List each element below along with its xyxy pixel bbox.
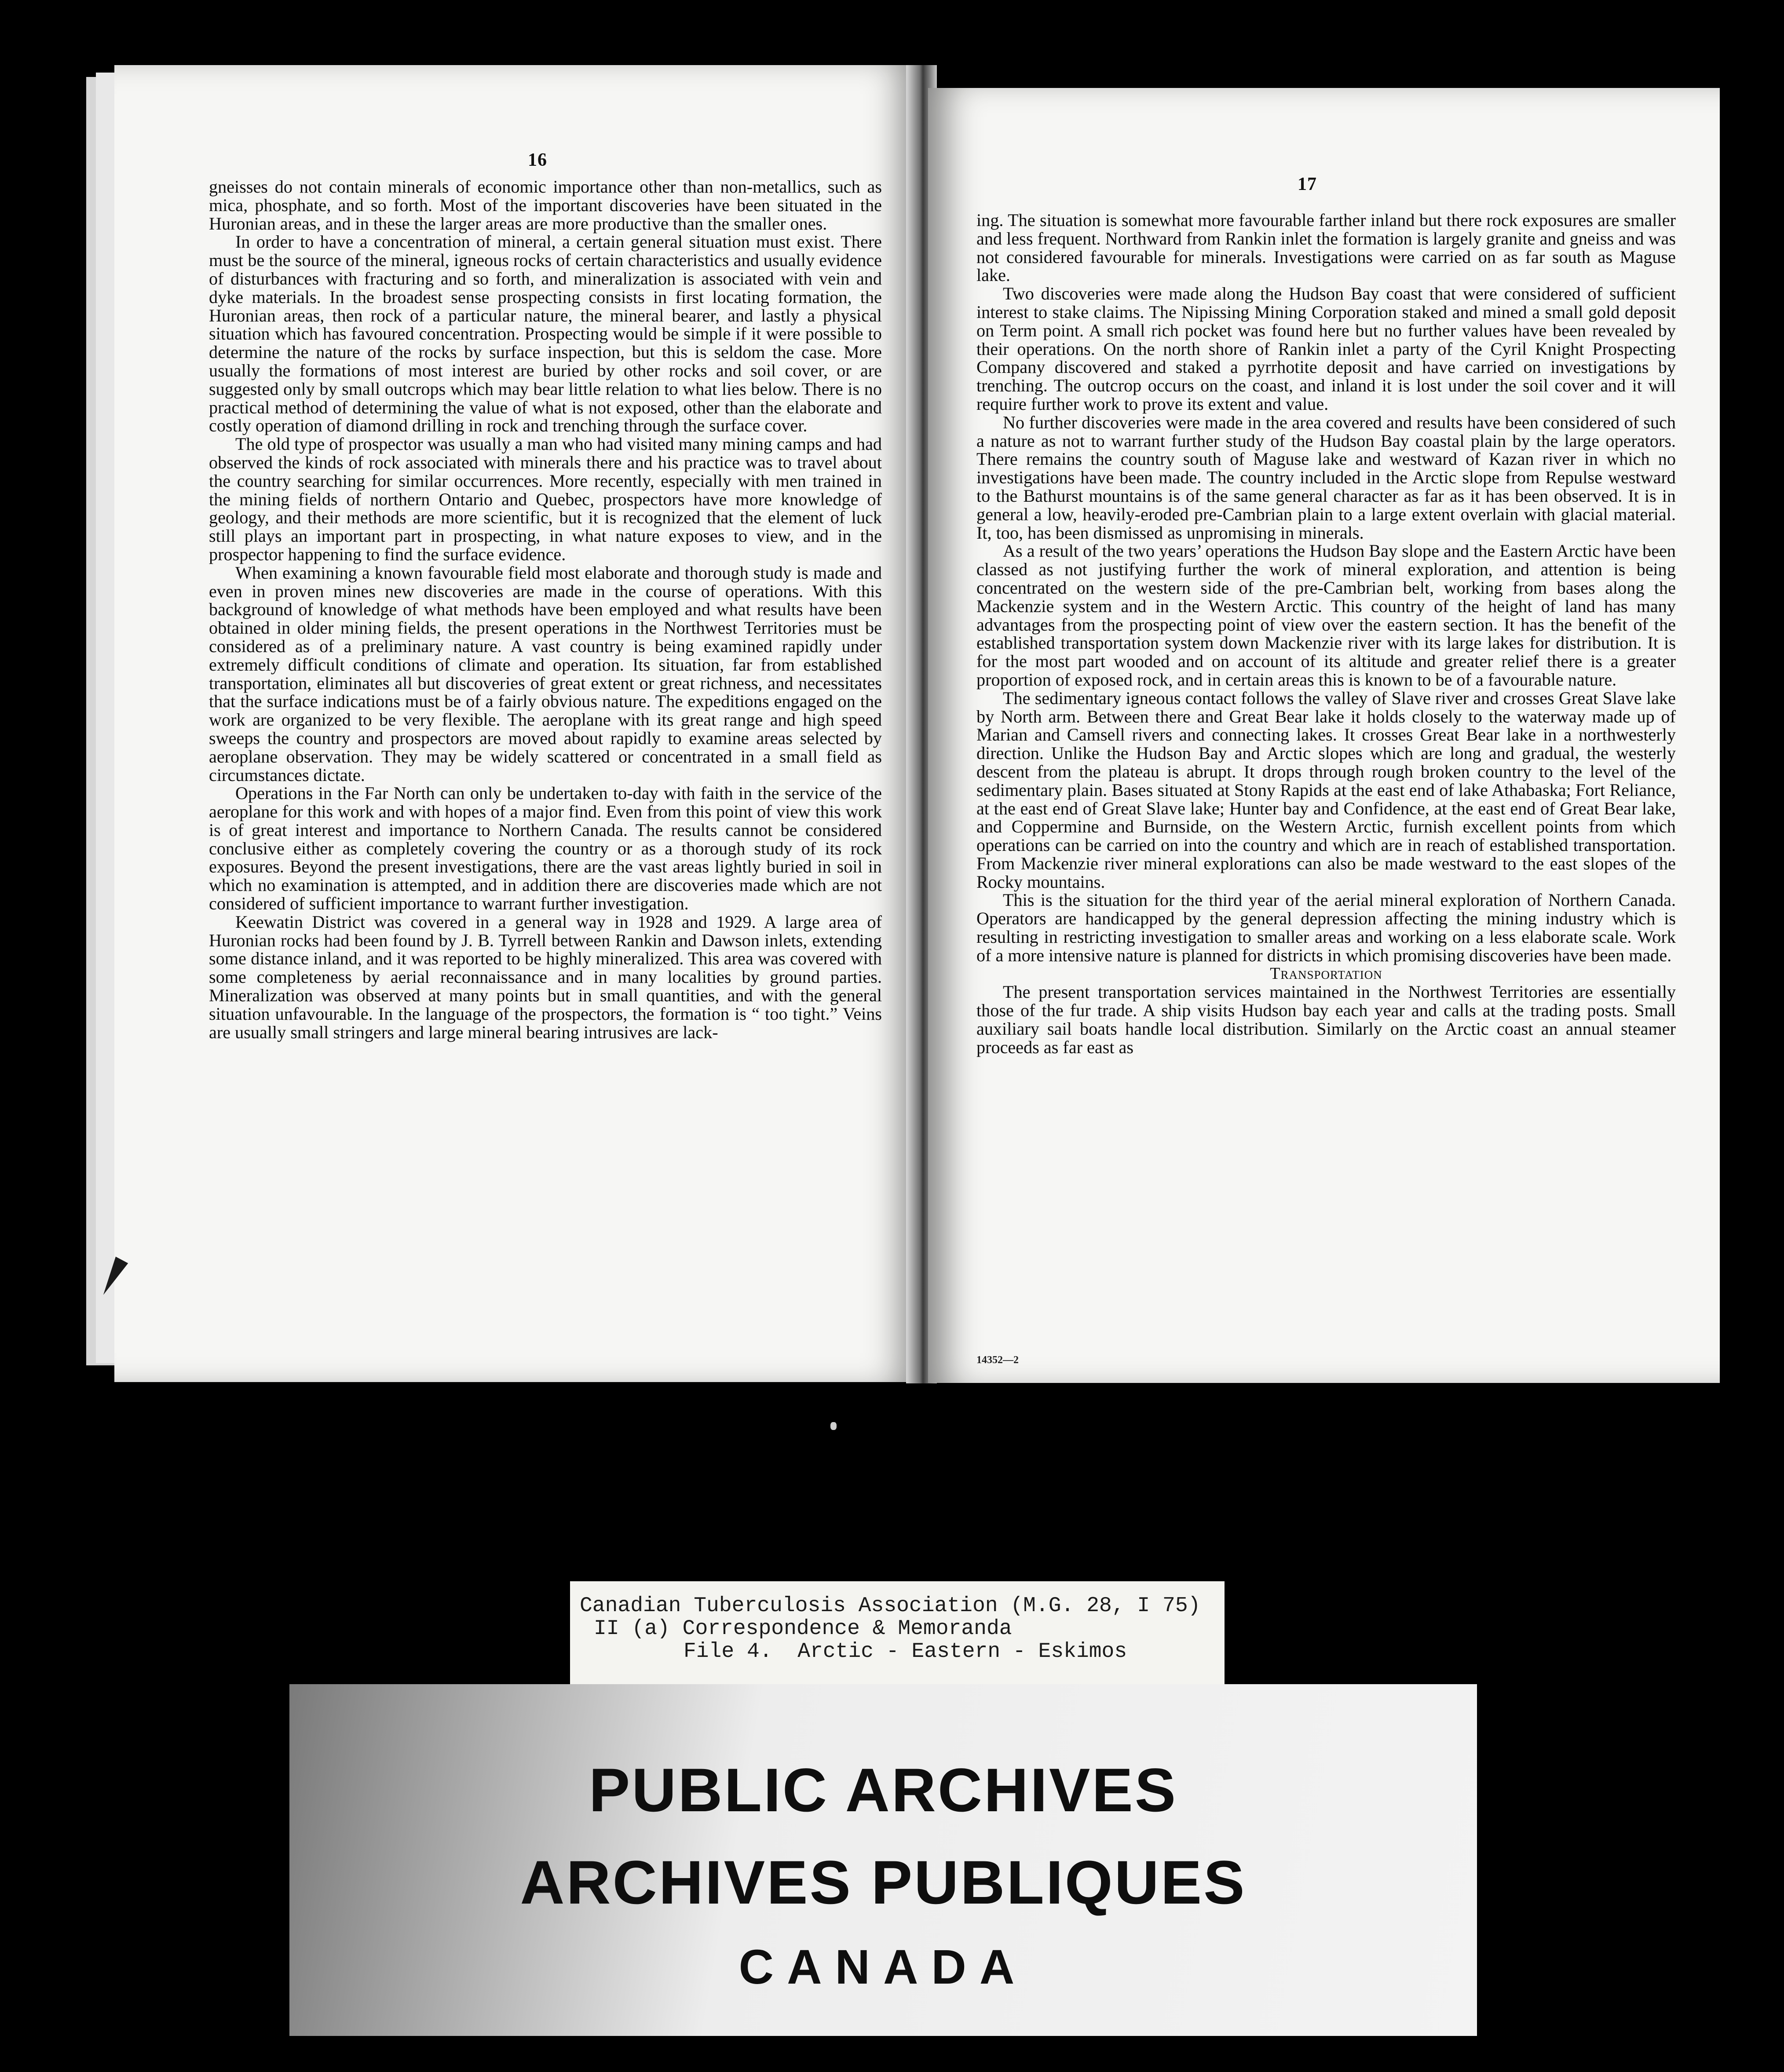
paragraph: Keewatin District was covered in a general way in 1928 and 1929. A large area of Huronian rocks had been found by J. B. Tyrrell between Rankin and Dawson inlets, extending some distance inland, and it was reported to be highly mineralized. This area was covered with some completeness by aerial reconnaissance and in many localities by ground parties. Mineralization was observed at many points but in small quantities, and with the general situation unfavourable. In the language of the prospectors, the formation is “ too tight.” Veins are usually small stringers and large mineral bearing intrusives are lack- bbox=[209, 912, 882, 1042]
stamp-line: ARCHIVES PUBLIQUES bbox=[520, 1848, 1247, 1917]
left-page bbox=[114, 65, 915, 1382]
archives-stamp bbox=[289, 1684, 1477, 2036]
section-heading: Transportation bbox=[1270, 964, 1382, 983]
paragraph: The present transportation services maintained in the Northwest Territories are essentially those of the fur trade. A ship visits Hudson bay each year and calls at the trading posts. Small auxiliary sail boats handle local distribution. Similarly on the Arctic coast an annual steamer proceeds as far east as bbox=[976, 982, 1676, 1057]
paragraph: As a result of the two years’ operations the Hudson Bay slope and the Eastern Arctic have been classed as not justifying further the work of mineral exploration, and attention is being concentrated on the western side of the pre-Cambrian belt, working from bases along the Mackenzie system and in the Western Arctic. This country of the height of land has many advantages from the prospecting point of view over the eastern section. It has the benefit of the established transportation system down Mackenzie river with its large lakes for distribution. It is for the most part wooded and on account of its altitude and greater relief there is a greater proportion of exposed rock, and in certain areas this is known to be of a favourable nature. bbox=[976, 541, 1676, 689]
right-page-body bbox=[976, 211, 1676, 1057]
paragraph: The old type of prospector was usually a man who had visited many mining camps and had observed the kinds of rock associated with minerals there and his practice was to travel about the country searching for similar occurrences. More recently, especially with men trained in the mining fields of northern Ontario and Quebec, prospectors have more knowledge of geology, and their methods are more scientific, but it is recognized that the element of luck still plays an important part in prospecting, in what nature exposes to view, and in the prospector happening to find the surface evidence. bbox=[209, 434, 882, 564]
paragraph: Two discoveries were made along the Hudson Bay coast that were considered of sufficient interest to stake claims. The Nipissing Mining Corporation staked and mined a small gold deposit on Term point. A small rich pocket was found here but no further values have been revealed by their operations. On the north shore of Rankin inlet a party of the Cyril Knight Prospecting Company discovered and staked a pyrrhotite deposit and have carried on investigations by trenching. The outcrop occurs on the coast, and inland it is lost under the soil cover and it will require further work to prove its extent and value. bbox=[976, 284, 1676, 414]
stamp-line: PUBLIC ARCHIVES bbox=[589, 1755, 1178, 1824]
paragraph: ing. The situation is somewhat more favourable farther inland but there rock exposures are smaller and less frequent. Northward from Rankin inlet the formation is largely granite and gneiss and was not considered favourable for minerals. Investigations were carried on as far south as Maguse lake. bbox=[976, 210, 1676, 285]
paragraph: The sedimentary igneous contact follows the valley of Slave river and crosses Great Slave lake by North arm. Between there and Great Bear lake it holds closely to the waterway made up of Marian and Camsell rivers and connecting lakes. It crosses Great Bear lake in a northwesterly direction. Unlike the Hudson Bay and Arctic slopes which are long and gradual, the westerly descent from the plateau is abrupt. It drops through rough broken country to the level of the sedimentary plain. Bases situated at Stony Rapids at the east end of lake Athabaska; Fort Reliance, at the east end of Great Slave lake; Hunter bay and Confidence, at the east end of Great Bear lake, and Coppermine and Burnside, on the Western Arctic, furnish excellent points from which operations can be carried on into the country and which are in reach of established transportation. From Mackenzie river mineral explorations can also be made westward to the east slopes of the Rocky mountains. bbox=[976, 688, 1676, 892]
left-page-body bbox=[209, 178, 882, 1041]
page-number: 17 bbox=[1298, 174, 1317, 194]
printer-mark: 14352—2 bbox=[976, 1354, 1019, 1366]
page-number: 16 bbox=[528, 150, 547, 170]
stamp-line: CANADA bbox=[738, 1940, 1028, 1994]
right-page bbox=[928, 88, 1720, 1383]
paragraph: When examining a known favourable field most elaborate and thorough study is made and even in proven mines new discoveries are made in the course of operations. With this background of knowledge of what methods have been employed and what results have been obtained in older mining fields, the present operations in the Northwest Territories must be considered as of a preliminary nature. A vast country is being examined rapidly under extremely difficult conditions of climate and operation. Its situation, far from established transportation, eliminates all but discoveries of great extent or great richness, and necessitates that the surface indications must be of a fairly obvious nature. The expeditions engaged on the work are organized to be very flexible. The aeroplane with its great range and high speed sweeps the country and prospectors are moved about rapidly to examine areas selected by aeroplane observation. They may be widely scattered or concentrated in a small field as circumstances dictate. bbox=[209, 562, 882, 785]
paragraph: This is the situation for the third year of the aerial mineral exploration of Northern Canada. Operators are handicapped by the general depression affecting the mining industry which is resulting in restricting investigation to smaller areas and working on a less elaborate scale. Work of a more intensive nature is planned for districts in which promising discoveries have been made. bbox=[976, 890, 1676, 965]
paragraph: No further discoveries were made in the area covered and results have been considered of such a nature as not to warrant further study of the Hudson Bay coastal plain by the large operators. There remains the country south of Maguse lake and westward of Kazan river in which no investigations have been made. The country included in the Arctic slope from Repulse westward to the Bathurst mountains is of the same general character as far as it has been observed. It is in general a low, heavily-eroded pre-Cambrian plain to a large extent overlain with glacial material. It, too, has been dismissed as unpromising in minerals. bbox=[976, 412, 1676, 543]
label-line: Canadian Tuberculosis Association (M.G. 28, I 75) bbox=[580, 1594, 1201, 1618]
paragraph: In order to have a concentration of mineral, a certain general situation must exist. There must be the source of the mineral, igneous rocks of certain characteristics and usually evidence of disturbances with fracturing and so forth, and mineralization is associated with vein and dyke materials. In the broadest sense prospecting consists in first locating formation, the Huronian areas, then rock of a particular nature, the mineral bearer, and lastly a physical situation which has favoured concentration. Prospecting would be simple if it were possible to determine the nature of the rocks by surface inspection, but this is seldom the case. More usually the formations of most interest are buried by other rocks and soil cover, or are suggested only by small outcrops which may bear little relation to what lies below. There is no practical method of determining the value of what is not exposed, other than the elaborate and costly operation of diamond drilling in rock and trenching through the surface cover. bbox=[209, 232, 882, 436]
label-line: II (a) Correspondence & Memoranda bbox=[594, 1617, 1012, 1641]
archive-label-card bbox=[570, 1581, 1225, 1685]
label-line: File 4. Arctic - Eastern - Eskimos bbox=[684, 1640, 1127, 1663]
paragraph: gneisses do not contain minerals of economic importance other than non-metallics, such as mica, phosphate, and so forth. Most of the important discoveries have been situated in the Huronian areas, and in these the larger areas are more productive than the smaller ones. bbox=[209, 177, 882, 233]
paragraph: Operations in the Far North can only be undertaken to-day with faith in the service of the aeroplane for this work and with hopes of a major find. Even from this point of view this work is of great interest and importance to Northern Canada. The results cannot be considered conclusive either as completely covering the country or as a thorough study of its rock exposures. Beyond the present investigations, there are the vast areas lightly buried in soil in which no examination is attempted, and in addition there are discoveries made which are not considered of sufficient importance to warrant further investigation. bbox=[209, 783, 882, 914]
dust-speck bbox=[830, 1422, 837, 1430]
